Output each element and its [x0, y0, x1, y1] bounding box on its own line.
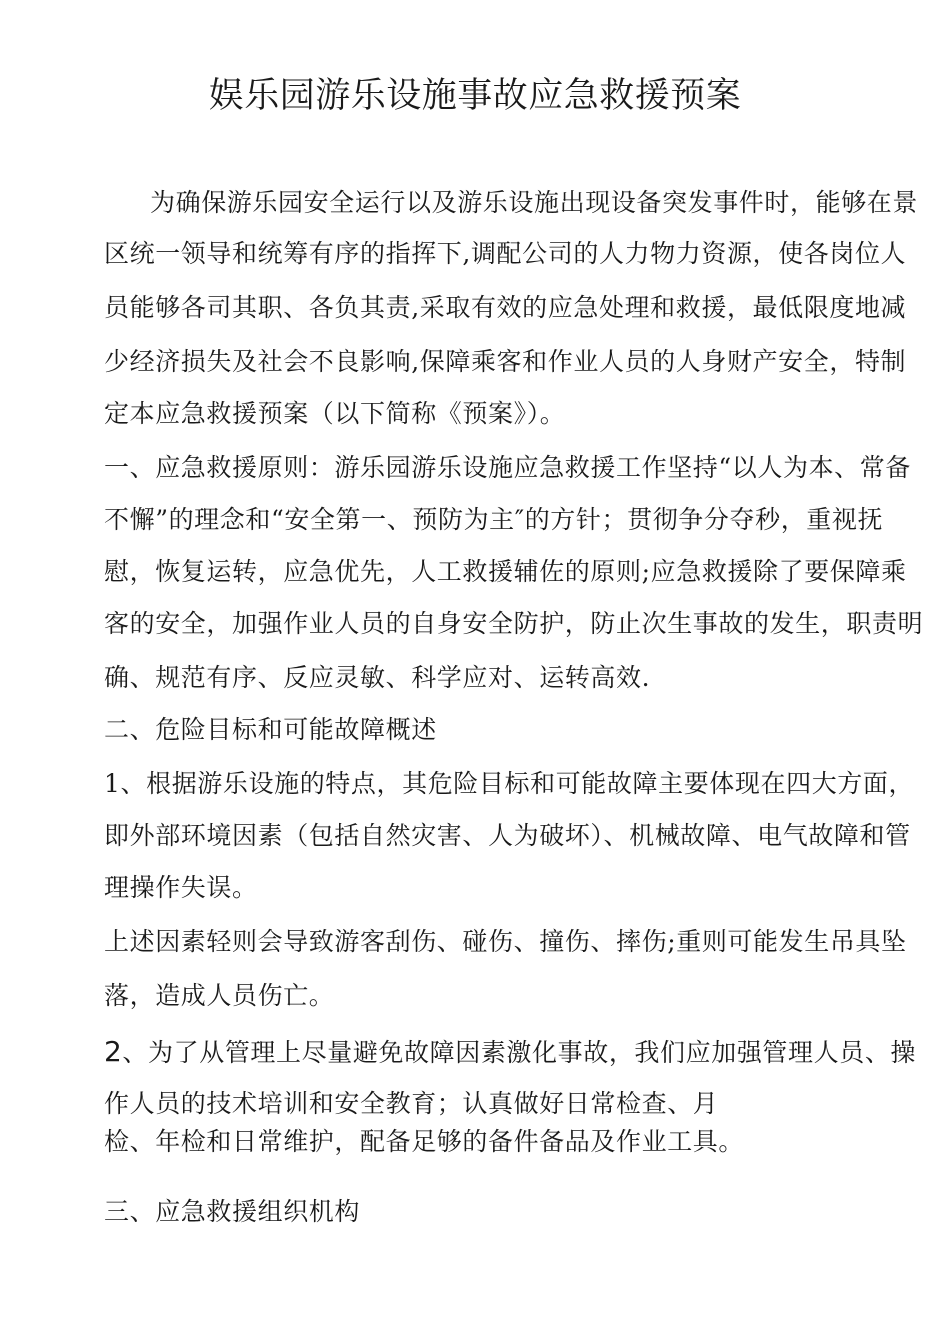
consequence-line-1: 上述因素轻则会导致游客刮伤、碰伤、撞伤、摔伤;重则可能发生吊具坠	[104, 927, 907, 956]
intro-line-2: 区统一领导和统筹有序的指挥下,调配公司的人力物力资源，使各岗位人	[104, 239, 907, 268]
item2-line-1-text: 、为了从管理上尽量避免故障因素激化事故，我们应加强管理人员、操	[122, 1038, 917, 1067]
intro-line-3: 员能够各司其职、各负其责,采取有效的应急处理和救援，最低限度地减	[104, 293, 907, 322]
item2-line-2: 作人员的技术培训和安全教育；认真做好日常检查、月	[104, 1089, 719, 1118]
section1-line-3: 慰，恢复运转，应急优先，人工救援辅佐的原则;应急救援除了要保障乘	[104, 557, 907, 586]
consequence-line-2: 落，造成人员伤亡。	[104, 981, 335, 1010]
item1-line-2: 即外部环境因素（包括自然灾害、人为破坏）、机械故障、电气故障和管	[104, 821, 911, 850]
intro-line-4: 少经济损失及社会不良影响,保障乘客和作业人员的人身财产安全，特制	[104, 347, 907, 376]
section1-line-1: 一、应急救援原则：游乐园游乐设施应急救援工作坚持“以人为本、常备	[104, 453, 911, 482]
document-title: 娱乐园游乐设施事故应急救援预案	[208, 76, 742, 116]
section1-line-4: 客的安全，加强作业人员的自身安全防护，防止次生事故的发生，职责明	[104, 609, 924, 638]
intro-line-5: 定本应急救援预案（以下简称《预案》）。	[104, 399, 566, 428]
item2-number: 2	[104, 1035, 123, 1068]
item1-line-3: 理操作失误。	[104, 873, 258, 902]
section3-heading: 三、应急救援组织机构	[104, 1197, 361, 1226]
item1-line-1: 1、根据游乐设施的特点，其危险目标和可能故障主要体现在四大方面，	[104, 769, 915, 798]
section1-line-2: 不懈”的理念和“安全第一、预防为主″的方针；贯彻争分夺秒，重视抚	[104, 505, 884, 534]
item2-line-1	[104, 1035, 916, 1070]
section2-heading: 二、危险目标和可能故障概述	[104, 715, 437, 744]
item2-line-3: 检、年检和日常维护，配备足够的备件备品及作业工具。	[104, 1127, 745, 1156]
section1-line-5: 确、规范有序、反应灵敏、科学应对、运转高效.	[104, 663, 651, 692]
intro-line-1: 为确保游乐园安全运行以及游乐设施出现设备突发事件时，能够在景	[150, 188, 919, 217]
